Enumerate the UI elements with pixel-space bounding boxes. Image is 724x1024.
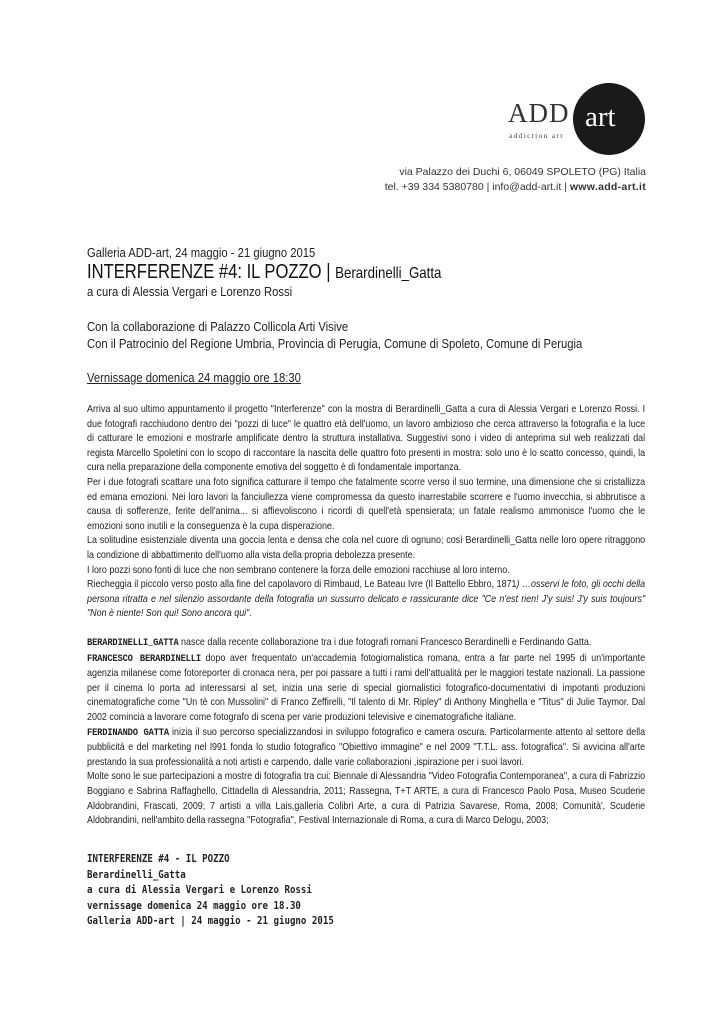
logo-art-text: art xyxy=(585,101,616,133)
bio-paragraph xyxy=(87,726,645,771)
title-artists: Berardinelli_Gatta xyxy=(335,265,442,282)
address-line: via Palazzo dei Duchi 6, 06049 SPOLETO (PG) Italia xyxy=(399,166,646,178)
ferdinando-name: FERDINANDO GATTA xyxy=(87,727,169,739)
intro-paragraph: Per i due fotografi scattare una foto significa catturare il tempo che fatalmente scorre verso il suo termine, una dimensione che si cristallizza ed emana emozioni. Nei loro lavori la fanciullezza viene compromessa da questo inarrestabile scorrere e l'uomo invecchia, si abbrutisce a causa di sofferenze, ferite dell'anima... si affievoliscono i ricordi di quell'età spensierata; un fatale realismo ammonisce l'uomo che le emozioni sono inutili e la conseguenza è la cupa disperazione. xyxy=(87,476,646,532)
summary-line: Galleria ADD-art | 24 maggio - 21 giugno 2015 xyxy=(87,915,334,927)
website-link[interactable]: www.add-art.it xyxy=(569,181,646,193)
logo-tagline: addiction art xyxy=(509,131,564,140)
summary-block xyxy=(87,852,334,930)
duo-name: BERARDINELLI_GATTA xyxy=(87,638,179,649)
exhibitions-paragraph: Molte sono le sue partecipazioni a mostre di fotografia tra cui: Biennale di Alessandria "Video Fotografia Contemporanea", a cura di Fabrizzio Boggiano e Sabrina Raffaghello, Cittadella di Alessandria, 2011; Rassegna, T+T ARTE, a cura di Francesco Paolo Posa, Museo Scuderie Aldobrandini, Frascati, 2009; 7 artisti a villa Lais,galleria Colibrì Arte, a cura di Patrizia Savarese, Roma, 2008; Comunità', Scuderie Aldobrandini, nell'ambito della rassegna "Fotografia", Festival Internazionale di Roma, a cura di Marco Delogu, 2003; xyxy=(87,771,646,827)
summary-line: vernissage domenica 24 maggio ore 18.30 xyxy=(87,899,301,912)
logo-add-text: ADD xyxy=(508,98,570,128)
vernissage-line: Vernissage domenica 24 maggio ore 18:30 xyxy=(87,371,301,385)
bio-paragraph xyxy=(87,636,645,652)
contact-line xyxy=(385,181,646,193)
collaboration-line: Con la collaborazione di Palazzo Collicola Arti Visive xyxy=(87,320,349,334)
bio-paragraph xyxy=(87,652,645,726)
intro-paragraph: I loro pozzi sono fonti di luce che non sembrano contenere la forza delle emozioni racchiuse al loro interno. xyxy=(87,564,510,576)
title-main: INTERFERENZE #4: IL POZZO | xyxy=(87,261,336,283)
rimbaud-quote: ) …osservi le foto, gli occhi della persona ritratta e nel silenzio assordante della fotografia un sussurro delicato e rassicurante dice "Ce n'est rien! J'y suis! J'y suis toujours" "Non è niente! Son qui! Sono ancora qui". xyxy=(87,579,646,620)
rimbaud-quote-intro: Riecheggia il piccolo verso posto alla fine del capolavoro di Rimbaud, Le Bateau Ivre (Il Battello Ebbro, 1871 xyxy=(87,579,517,591)
biography-text xyxy=(87,636,645,829)
summary-line: INTERFERENZE #4 - IL POZZO xyxy=(87,853,230,865)
intro-text xyxy=(87,403,645,622)
patronage-line: Con il Patrocinio del Regione Umbria, Provincia di Perugia, Comune di Spoleto, Comune di Perugia xyxy=(87,337,583,351)
curators: a cura di Alessia Vergari e Lorenzo Rossi xyxy=(87,285,293,299)
intro-paragraph: Arriva al suo ultimo appuntamento il progetto "Interferenze" con la mostra di Berardinelli_Gatta a cura di Alessia Vergari e Lorenzo Rossi. I due fotografi racchiudono dentro dei "pozzi di luce" le quattro età dell'uomo, un lavoro ambizioso che cerca attraverso la fotografia e la luce di catturare le emozioni e mostrarle amplificate dentro la struttura installativa. Suggestivi sono i video di anteprima sul web realizzati dal regista Marcello Spoletini con lo scopo di raccontare la nascita delle quattro foto presenti in mostra: solo uno è lo scatto concesso, quindi, la cura nella preparazione della componente emotiva del soggetto è di fondamentale importanza. xyxy=(87,404,646,474)
summary-line: Berardinelli_Gatta xyxy=(87,868,186,881)
ferdinando-text: inizia il suo percorso specializzandosi in sviluppo fotografico e camera oscura. Particolarmente attento al settore della pubblicità e del marketing nel l991 fonda lo studio fotografico "Obiettivo immagine" e nel 2009 "T.T.L. ass. fotografica". Si avvicina all'arte prestando la sua professionalità a noti artisti e carpendo, dalle varie collaborazioni ,ispirazione per i suoi lavori. xyxy=(87,726,646,768)
summary-line: a cura di Alessia Vergari e Lorenzo Rossi xyxy=(87,884,312,896)
intro-paragraph: La solitudine esistenziale diventa una goccia lenta e densa che cola nel cuore di ognuno; così Berardinelli_Gatta nelle loro opere ritraggono la condizione di abbattimento dell'uomo alla vista della propria debolezza presente. xyxy=(87,535,646,561)
duo-text: nasce dalla recente collaborazione tra i due fotografi romani Francesco Berardinelli e Ferdinando Gatta. xyxy=(178,637,592,648)
francesco-text: dopo aver frequentato un'accademia fotogiornalistica romana, entra a far parte nel 1995 di un'importante agenzia milanese come fotoreporter di cronaca nera, per poi passare a tutti i rami dell'attualità per le maggiori testate nazionali. La passione per il cinema lo porta ad interessarsi al set, inizia una serie di special giornalistici fotografico-documentativi di impotanti produzioni cinematografiche come "Un tè con Mussolini" di Franco Zeffirelli, "Il talento di Mr. Ripley" di Anthony Minghella e "Titus" di Julie Taymor. Dal 2002 comincia a lavorare come fotografo di scena per varie produzioni televisive e cinematografiche italiane. xyxy=(87,652,646,723)
francesco-name: FRANCESCO BERARDINELLI xyxy=(87,653,201,665)
page-title xyxy=(87,261,441,284)
gallery-dates: Galleria ADD-art, 24 maggio - 21 giugno 2015 xyxy=(87,246,316,260)
intro-paragraph xyxy=(87,578,645,622)
contact-details: tel. +39 334 5380780 | info@add-art.it | xyxy=(384,181,570,193)
